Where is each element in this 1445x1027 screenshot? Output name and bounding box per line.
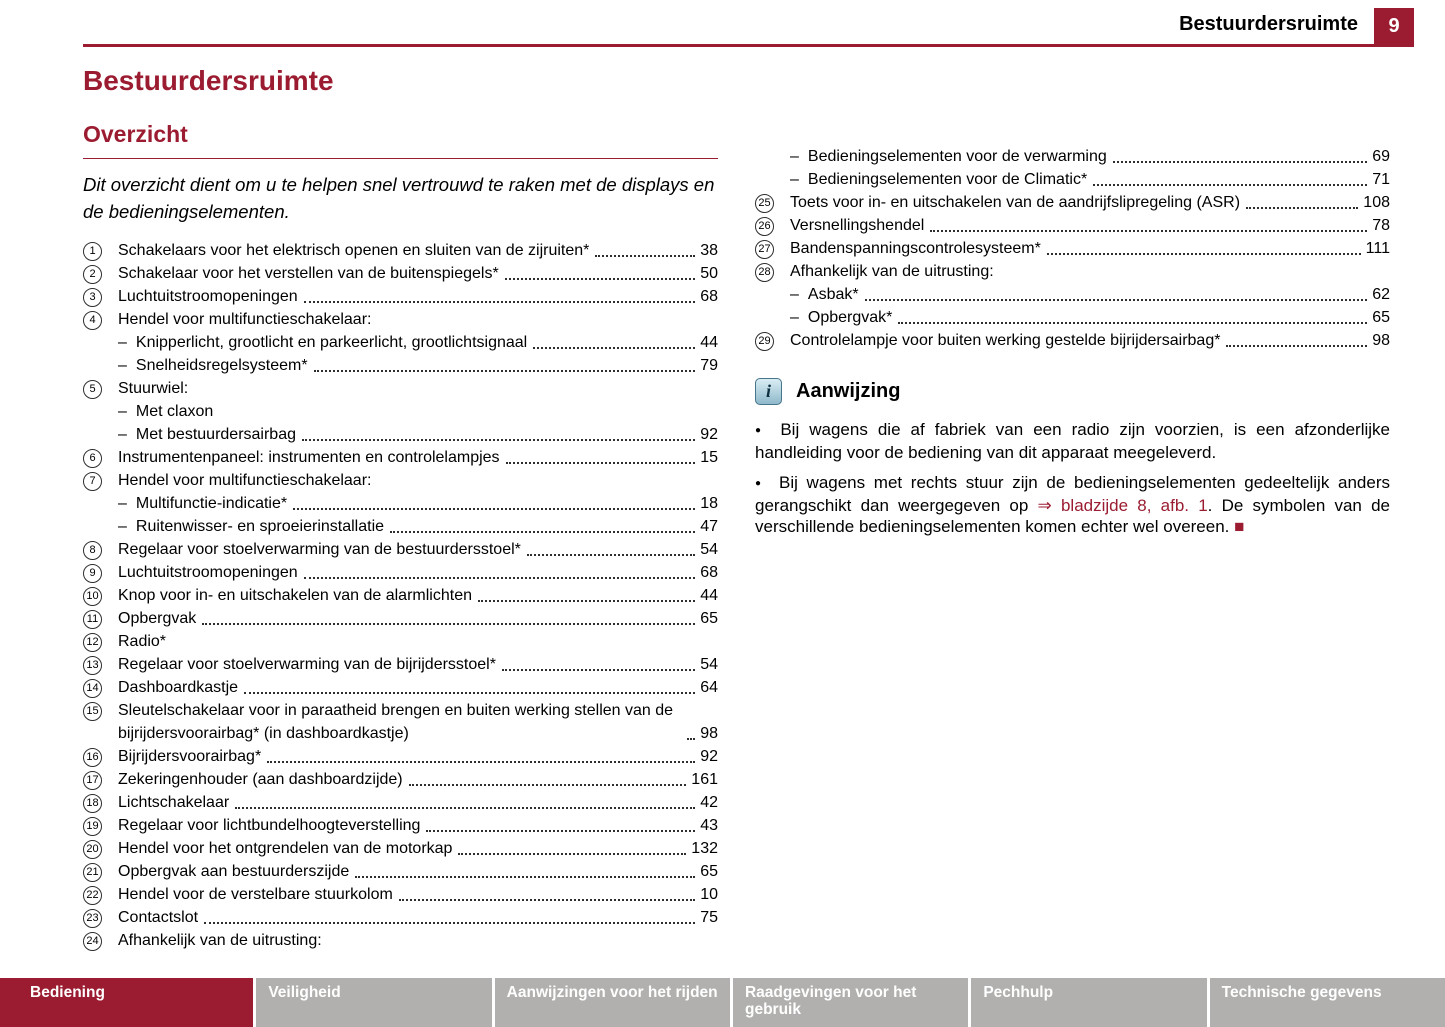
sub-item-dash: – [118, 403, 127, 420]
toc-item-label: Knipperlicht, grootlicht en parkeerlicht, grootlichtsignaal [135, 334, 528, 351]
sub-item-dash: – [118, 426, 127, 443]
toc-item [755, 329, 1390, 352]
toc-subitem [755, 145, 1390, 168]
toc-page-number: 10 [700, 886, 718, 903]
dot-leader [302, 439, 695, 441]
toc-page-number: 78 [1372, 217, 1390, 234]
toc-item-label: Dashboardkastje [118, 679, 239, 696]
toc-item [83, 630, 718, 653]
item-number-badge: 27 [755, 240, 774, 259]
item-number-badge: 29 [755, 332, 774, 351]
item-number-badge: 11 [83, 610, 102, 629]
toc-item-label: Knop voor in- en uitschakelen van de alarmlichten [118, 587, 472, 604]
footer-tab-veiligheid[interactable] [256, 978, 491, 1027]
dot-leader [355, 876, 695, 878]
toc-item-label: Opbergvak [118, 610, 197, 627]
toc-page-number: 108 [1363, 194, 1390, 211]
dot-leader [930, 230, 1367, 232]
dot-leader [458, 853, 686, 855]
toc-page-number: 15 [700, 449, 718, 466]
intro-text: Dit overzicht dient om u te helpen snel vertrouwd te raken met de displays en de bedieningselementen. [83, 174, 715, 222]
toc-item [83, 285, 718, 308]
item-number-badge: 9 [83, 564, 102, 583]
toc-right-column [755, 145, 1390, 352]
toc-item-label: Afhankelijk van de uitrusting: [790, 263, 994, 280]
left-column [83, 47, 718, 952]
toc-item-label: Bedieningselementen voor de verwarming [807, 148, 1107, 165]
toc-subitem [83, 515, 718, 538]
item-number-badge: 5 [83, 380, 102, 399]
dot-leader [202, 623, 695, 625]
content-area [83, 47, 1390, 952]
item-number-badge: 16 [83, 748, 102, 767]
toc-item [83, 377, 718, 400]
item-number-badge: 2 [83, 265, 102, 284]
toc-page-number: 47 [700, 518, 718, 535]
dot-leader [1047, 253, 1361, 255]
toc-subitem [83, 354, 718, 377]
toc-page-number: 71 [1372, 171, 1390, 188]
toc-page-number: 54 [700, 541, 718, 558]
dot-leader [1113, 161, 1367, 163]
toc-page-number: 43 [700, 817, 718, 834]
dot-leader [304, 577, 696, 579]
dot-leader [390, 531, 695, 533]
dot-leader [1246, 207, 1358, 209]
toc-page-number: 44 [700, 334, 718, 351]
dot-leader [409, 784, 687, 786]
item-number-badge: 13 [83, 656, 102, 675]
toc-item [83, 653, 718, 676]
toc-page-number: 75 [700, 909, 718, 926]
item-number-badge: 14 [83, 679, 102, 698]
toc-item-label: Controlelampje voor buiten werking gestelde bijrijdersairbag* [790, 332, 1221, 349]
toc-page-number: 98 [1372, 332, 1390, 349]
note-text: Bij wagens met rechts stuur zijn de bedieningselementen gedeeltelijk anders gerangschikt dan weergegeven op [755, 473, 1390, 515]
toc-item-label: Lichtschakelaar [118, 794, 230, 811]
footer-tab-raadgevingen-voor-het-gebruik[interactable] [733, 978, 968, 1027]
page-header [0, 8, 1445, 47]
toc-page-number: 79 [700, 357, 718, 374]
toc-page-number: 161 [691, 771, 718, 788]
toc-item-label: Hendel voor multifunctieschakelaar: [118, 472, 372, 489]
dot-leader [204, 922, 695, 924]
toc-item-label: Luchtuitstroomopeningen [118, 564, 298, 581]
note-bullet [755, 419, 1390, 463]
toc-item-label: Opbergvak aan bestuurderszijde [118, 863, 350, 880]
item-number-badge: 19 [83, 817, 102, 836]
toc-item-label: Versnellingshendel [790, 217, 925, 234]
toc-item-label: Instrumentenpaneel: instrumenten en controlelampjes [118, 449, 500, 466]
toc-item [83, 584, 718, 607]
sub-item-dash: – [118, 334, 127, 351]
toc-item [83, 745, 718, 768]
dot-leader [399, 899, 695, 901]
toc-page-number: 111 [1365, 240, 1390, 257]
item-number-badge: 24 [83, 932, 102, 951]
item-number-badge: 1 [83, 242, 102, 261]
toc-item-label: Hendel voor multifunctieschakelaar: [118, 311, 372, 328]
toc-item [755, 237, 1390, 260]
toc-page-number: 68 [700, 288, 718, 305]
dot-leader [527, 554, 695, 556]
toc-page-number: 18 [700, 495, 718, 512]
toc-item [83, 768, 718, 791]
toc-item [83, 308, 718, 331]
footer-tab-bediening[interactable] [0, 978, 253, 1027]
toc-page-number: 62 [1372, 286, 1390, 303]
toc-page-number: 64 [700, 679, 718, 696]
toc-subitem [83, 400, 718, 423]
dot-leader [865, 299, 1368, 301]
toc-item [755, 260, 1390, 283]
toc-item-label: Bedieningselementen voor de Climatic* [807, 171, 1088, 188]
toc-page-number: 92 [700, 426, 718, 443]
item-number-badge: 26 [755, 217, 774, 236]
dot-leader [1093, 184, 1367, 186]
toc-item-label: Met claxon [135, 403, 214, 420]
toc-item-label: Stuurwiel: [118, 380, 189, 397]
toc-page-number: 50 [700, 265, 718, 282]
item-number-badge: 6 [83, 449, 102, 468]
toc-left-column [83, 239, 718, 952]
item-number-badge: 7 [83, 472, 102, 491]
sub-item-dash: – [118, 495, 127, 512]
dot-leader [293, 508, 695, 510]
footer-tab-bar [0, 978, 1445, 1027]
toc-item-label: Sleutelschakelaar voor in paraatheid brengen en buiten werking stellen van de bijrijdersvoorairbag* (in dashboardkastje) [118, 702, 674, 742]
sub-item-dash: – [118, 518, 127, 535]
dot-leader [595, 255, 695, 257]
bullet-icon: ● [755, 425, 767, 436]
note-title: Aanwijzing [796, 380, 901, 402]
toc-item [83, 791, 718, 814]
page-number-badge: 9 [1374, 8, 1414, 44]
footer-tab-label: Pechhulp [983, 984, 1054, 1001]
toc-item-label: Regelaar voor lichtbundelhoogteverstelling [118, 817, 421, 834]
note-bullet [755, 472, 1390, 538]
item-number-badge: 20 [83, 840, 102, 859]
toc-page-number: 132 [691, 840, 718, 857]
toc-item-label: Schakelaars voor het elektrisch openen en sluiten van de zijruiten* [118, 242, 590, 259]
toc-item-label: Bandenspanningscontrolesysteem* [790, 240, 1041, 257]
toc-page-number: 69 [1372, 148, 1390, 165]
dot-leader [426, 830, 695, 832]
dot-leader [304, 301, 696, 303]
toc-page-number: 42 [700, 794, 718, 811]
dot-leader [235, 807, 695, 809]
toc-item [755, 191, 1390, 214]
toc-item [83, 837, 718, 860]
toc-item [83, 446, 718, 469]
toc-item-label: Contactslot [118, 909, 199, 926]
note-box [755, 378, 1390, 538]
toc-item-label: Bijrijdersvoorairbag* [118, 748, 262, 765]
toc-item-label: Hendel voor het ontgrendelen van de motorkap [118, 840, 453, 857]
item-number-badge: 21 [83, 863, 102, 882]
toc-subitem [755, 168, 1390, 191]
toc-subitem [83, 492, 718, 515]
toc-item-label: Multifunctie-indicatie* [135, 495, 288, 512]
info-icon: i [755, 378, 782, 405]
document-title: Bestuurdersruimte [83, 65, 334, 96]
toc-page-number: 65 [700, 863, 718, 880]
toc-item [83, 929, 718, 952]
toc-item [83, 860, 718, 883]
dot-leader [478, 600, 695, 602]
item-number-badge: 22 [83, 886, 102, 905]
dot-leader [505, 278, 696, 280]
footer-tab-label: Aanwijzingen voor het rijden [506, 984, 718, 1001]
item-number-badge: 25 [755, 194, 774, 213]
footer-tab-label: Technische gegevens [1221, 984, 1382, 1001]
item-number-badge: 28 [755, 263, 774, 282]
toc-item-label: Regelaar voor stoelverwarming van de bijrijdersstoel* [118, 656, 496, 673]
toc-item [83, 538, 718, 561]
toc-item-label: Afhankelijk van de uitrusting: [118, 932, 322, 949]
toc-item [83, 676, 718, 699]
toc-item [83, 262, 718, 285]
toc-item-label: Luchtuitstroomopeningen [118, 288, 298, 305]
footer-tab-technische-gegevens[interactable] [1210, 978, 1445, 1027]
note-text: . De symbolen van de verschillende bedieningselementen komen echter wel overeen. [755, 495, 1390, 536]
item-number-badge: 23 [83, 909, 102, 928]
toc-item [83, 239, 718, 262]
toc-page-number: 92 [700, 748, 718, 765]
header-rule [83, 8, 1414, 47]
toc-item [755, 214, 1390, 237]
item-number-badge: 10 [83, 587, 102, 606]
toc-subitem [83, 331, 718, 354]
dot-leader [502, 669, 695, 671]
toc-page-number: 65 [1372, 309, 1390, 326]
toc-item-label: Snelheidsregelsysteem* [135, 357, 308, 374]
toc-page-number: 54 [700, 656, 718, 673]
footer-tab-pechhulp[interactable] [971, 978, 1206, 1027]
toc-item-label: Toets voor in- en uitschakelen van de aandrijfslipregeling (ASR) [790, 194, 1241, 211]
toc-page-number: 38 [700, 242, 718, 259]
toc-item-label: Hendel voor de verstelbare stuurkolom [118, 886, 393, 903]
toc-item [83, 469, 718, 492]
toc-item [83, 906, 718, 929]
header-section-title: Bestuurdersruimte [1179, 13, 1358, 35]
bullet-icon: ● [755, 478, 765, 489]
footer-tab-label: Veiligheid [268, 984, 341, 1001]
item-number-badge: 17 [83, 771, 102, 790]
toc-item-label: Opbergvak* [807, 309, 893, 326]
item-number-badge: 15 [83, 702, 102, 721]
toc-item-label: Met bestuurdersairbag [135, 426, 296, 443]
item-number-badge: 3 [83, 288, 102, 307]
toc-item [83, 699, 718, 745]
toc-item-label: Radio* [118, 633, 167, 650]
toc-item-label: Regelaar voor stoelverwarming van de bestuurdersstoel* [118, 541, 521, 558]
note-text: Bij wagens die af fabriek van een radio zijn voorzien, is een afzonderlijke handleiding voor de bediening van dit apparaat meegeleverd. [755, 420, 1391, 462]
toc-item [83, 561, 718, 584]
item-number-badge: 12 [83, 633, 102, 652]
footer-tab-label: Raadgevingen voor het gebruik [744, 984, 917, 1018]
dot-leader [898, 322, 1367, 324]
toc-item [83, 814, 718, 837]
toc-item-label: Asbak* [807, 286, 859, 303]
sub-item-dash: – [118, 357, 127, 374]
toc-subitem [755, 283, 1390, 306]
toc-item-label: Zekeringenhouder (aan dashboardzijde) [118, 771, 403, 788]
dot-leader [506, 462, 696, 464]
dot-leader [244, 692, 695, 694]
dot-leader [533, 347, 695, 349]
sub-item-dash: – [790, 171, 799, 188]
dot-leader [687, 738, 695, 740]
dot-leader [314, 370, 696, 372]
toc-item-label: Ruitenwisser- en sproeierinstallatie [135, 518, 385, 535]
footer-tab-label: Bediening [30, 984, 105, 1001]
item-number-badge: 8 [83, 541, 102, 560]
note-header [755, 378, 1390, 405]
section-end-marker: ■ [1234, 517, 1245, 536]
sub-item-dash: – [790, 148, 799, 165]
toc-page-number: 68 [700, 564, 718, 581]
toc-page-number: 65 [700, 610, 718, 627]
sub-item-dash: – [790, 309, 799, 326]
toc-item-label: Schakelaar voor het verstellen van de buitenspiegels* [118, 265, 499, 282]
toc-item [83, 883, 718, 906]
dot-leader [267, 761, 695, 763]
toc-subitem [755, 306, 1390, 329]
toc-page-number: 98 [700, 725, 718, 742]
toc-subitem [83, 423, 718, 446]
footer-tab-aanwijzingen-voor-het-rijden[interactable] [495, 978, 730, 1027]
section-heading-overzicht: Overzicht [83, 121, 718, 159]
note-bullet-list [755, 419, 1390, 538]
toc-page-number: 44 [700, 587, 718, 604]
dot-leader [1226, 345, 1367, 347]
item-number-badge: 4 [83, 311, 102, 330]
sub-item-dash: – [790, 286, 799, 303]
right-column [755, 47, 1390, 952]
toc-item [83, 607, 718, 630]
item-number-badge: 18 [83, 794, 102, 813]
page-reference-link[interactable]: ⇒ bladzijde 8, afb. 1 [1037, 495, 1208, 515]
